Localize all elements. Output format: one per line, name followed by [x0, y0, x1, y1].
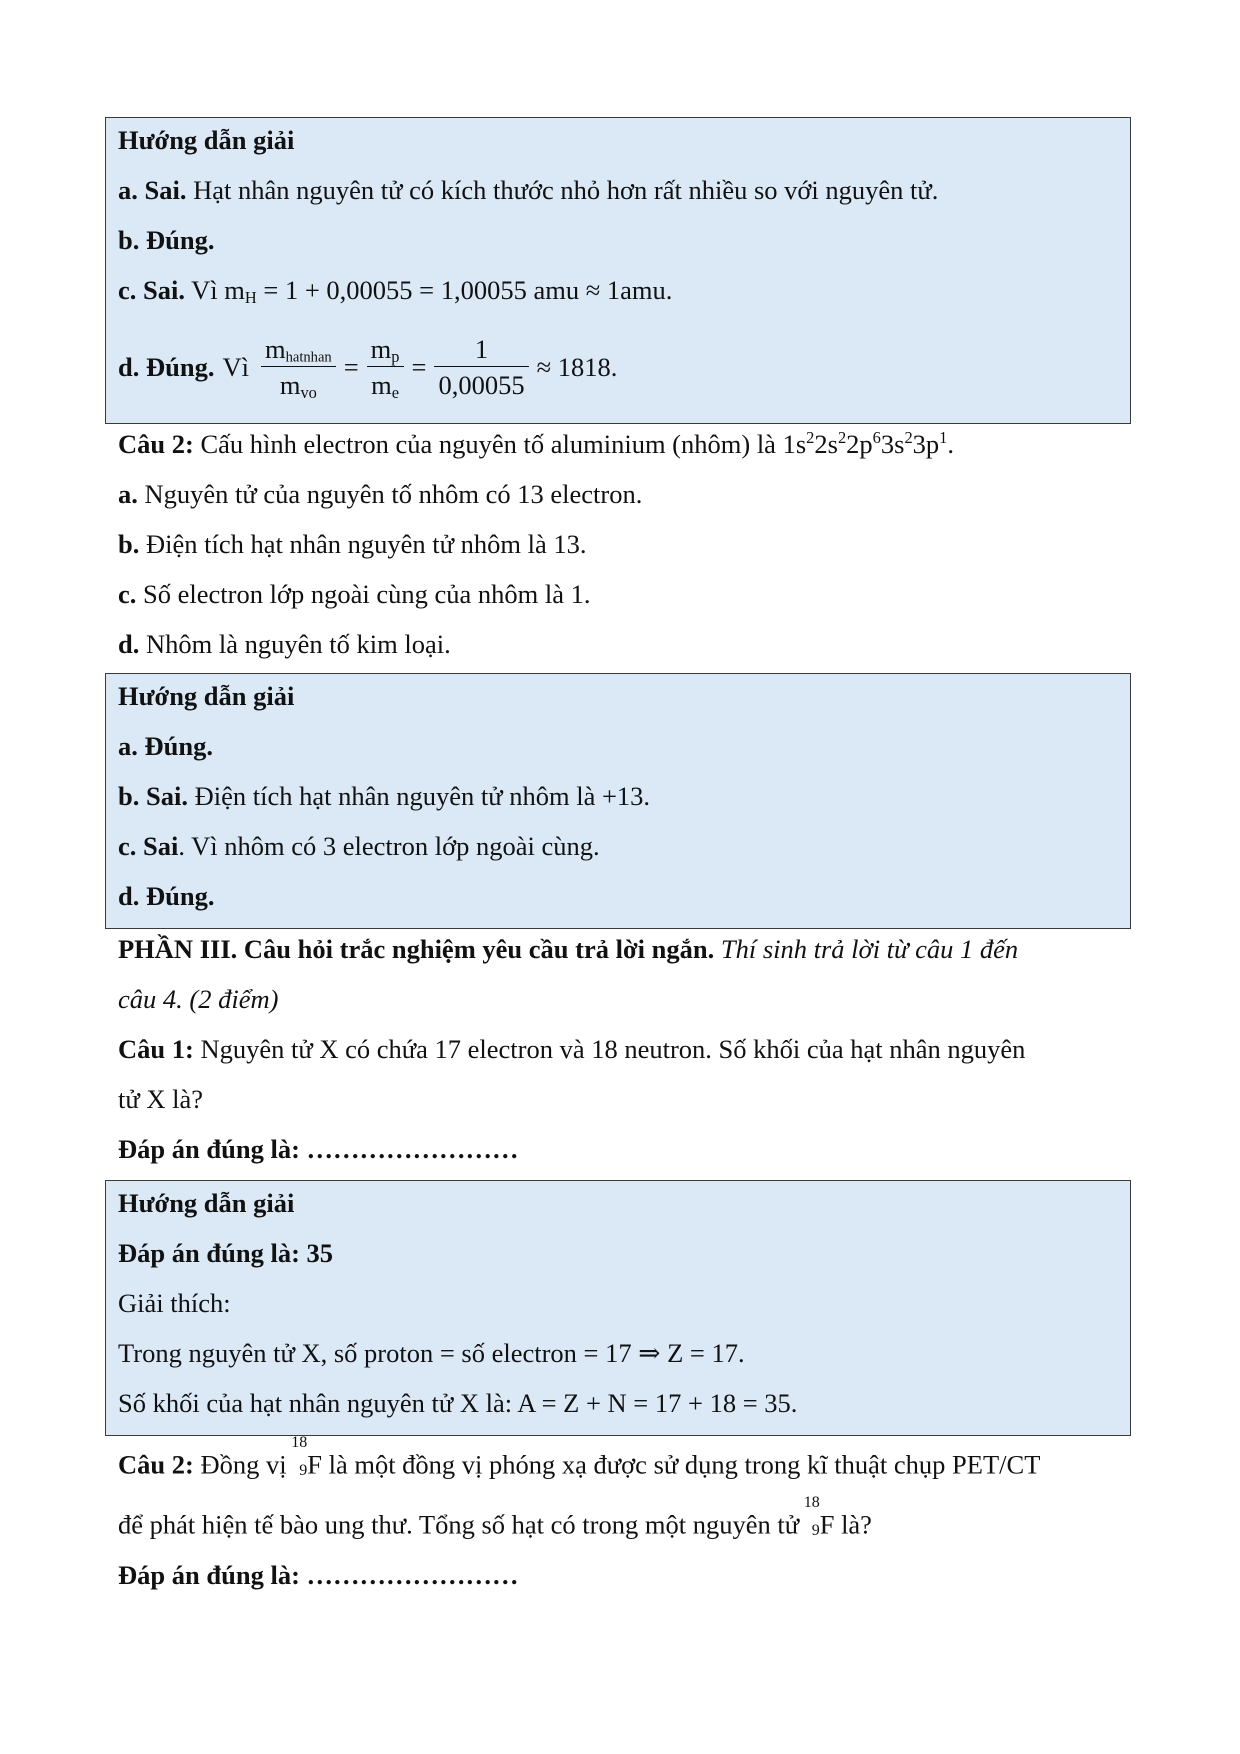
- f1-num-sub: hatnhan: [285, 349, 332, 366]
- q2-option-b: [118, 531, 587, 558]
- q2-a-text: Nguyên tử của nguyên tố nhôm có 13 electron.: [137, 479, 643, 509]
- q2-c-text: Số electron lớp ngoài cùng của nhôm là 1.: [136, 579, 591, 609]
- cfg-sup-3: 6: [872, 428, 881, 448]
- box3-line-1: Trong nguyên tử X, số proton = số electron = 17 ⇒ Z = 17.: [118, 1338, 745, 1368]
- box3-heading: Hướng dẫn giải: [118, 1188, 295, 1218]
- box1-answer-b: b. Đúng.: [118, 225, 215, 255]
- fraction-nucleus-shell: [261, 334, 336, 402]
- box2-c-text: . Vì nhôm có 3 electron lớp ngoài cùng.: [178, 831, 600, 861]
- box2-answer-b: [118, 783, 650, 810]
- box1-c-post: = 1 + 0,00055 = 1,00055 amu ≈ 1amu.: [256, 275, 673, 305]
- p3q2-stem: [118, 1434, 1041, 1480]
- p3q1-text-1: Nguyên tử X có chứa 17 electron và 18 neutron. Số khối của hạt nhân nguyên: [193, 1034, 1026, 1064]
- box3-line-2: Số khối của hạt nhân nguyên tử X là: A = Z + N = 17 + 18 = 35.: [118, 1388, 798, 1418]
- box3-explain: Giải thích:: [118, 1288, 231, 1318]
- f2-num: m: [370, 334, 392, 364]
- cfg-sup-4: 2: [904, 428, 913, 448]
- q2-option-d: [118, 631, 451, 658]
- eq-sign-1: =: [343, 351, 359, 382]
- f2-num-sub: p: [391, 347, 400, 367]
- box1-d-vi: Vì: [222, 351, 249, 382]
- q2-d-label: d.: [118, 629, 140, 659]
- p3q1-label: Câu 1:: [118, 1034, 194, 1064]
- box1-c-pre: Vì m: [185, 275, 245, 305]
- q2-option-c: [118, 581, 591, 608]
- box1-d-label: d. Đúng.: [118, 351, 215, 382]
- p3q2-text-a: Đồng vị: [193, 1449, 294, 1480]
- q2-a-label: a.: [118, 479, 138, 509]
- f2-den-sub: e: [391, 382, 400, 402]
- part3-title: PHẦN III. Câu hỏi trắc nghiệm yêu cầu trả lời ngắn.: [118, 934, 715, 964]
- p3q2-label: Câu 2:: [118, 1449, 194, 1480]
- f1-num: m: [264, 334, 286, 364]
- f2-den: m: [371, 369, 392, 400]
- fraction-proton-electron: [367, 334, 404, 402]
- p3q1-answer-blank: Đáp án đúng là: ……………………: [118, 1134, 519, 1164]
- q2-text: Cấu hình electron của nguyên tố aluminium (nhôm) là 1s: [193, 429, 807, 459]
- box2-b-text: Điện tích hạt nhân nguyên tử nhôm là +13.: [187, 781, 651, 811]
- box2-answer-d: d. Đúng.: [118, 881, 215, 911]
- part3-title-line: [118, 936, 1018, 963]
- p3q1-stem: [118, 1036, 1025, 1063]
- p3q2-text-b: là một đồng vị phóng xạ được sử dụng trong kĩ thuật chụp PET/CT: [321, 1449, 1041, 1480]
- cfg-2p: 2p: [846, 429, 873, 459]
- fraction-one-over: [434, 336, 528, 398]
- part3-note-1: Thí sinh trả lời từ câu 1 đến: [714, 934, 1019, 964]
- box1-c-label: c. Sai.: [118, 275, 185, 305]
- q2-d-text: Nhôm là nguyên tố kim loại.: [139, 629, 451, 659]
- part3-note-2: câu 4. (2 điểm): [118, 984, 279, 1014]
- q2-b-label: b.: [118, 529, 140, 559]
- box1-a-label: a. Sai.: [118, 175, 187, 205]
- isotope-symbol-2: F: [819, 1509, 835, 1540]
- cfg-sup-5: 1: [939, 428, 948, 448]
- box2-heading: Hướng dẫn giải: [118, 681, 295, 711]
- p3q1-text-2: tử X là?: [118, 1084, 203, 1114]
- q2-label: Câu 2:: [118, 429, 194, 459]
- isotope-notation: [291, 1434, 308, 1479]
- box1-c-sub: H: [244, 288, 257, 308]
- box2-c-label: c. Sai: [118, 831, 179, 861]
- f1-den: m: [279, 369, 301, 400]
- p3q2-answer-blank: Đáp án đúng là: ……………………: [118, 1560, 519, 1590]
- cfg-3p: 3p: [912, 429, 940, 459]
- cfg-3s: 3s: [880, 429, 905, 459]
- box2-answer-a: a. Đúng.: [118, 731, 213, 761]
- ratio-result: ≈ 1818.: [536, 351, 618, 382]
- box2-answer-c: [118, 833, 600, 860]
- q2-c-label: c.: [118, 579, 137, 609]
- isotope-mass-2: 18: [803, 1494, 820, 1511]
- cfg-sup-1: 2: [806, 428, 815, 448]
- cfg-period: .: [947, 429, 955, 459]
- cfg-sup-2: 2: [837, 428, 847, 448]
- p3q2-text-2: để phát hiện tế bào ung thư. Tổng số hạt có trong một nguyên tử: [118, 1509, 806, 1540]
- isotope-symbol: F: [307, 1449, 322, 1480]
- box1-a-text: Hạt nhân nguyên tử có kích thước nhỏ hơn rất nhiều so với nguyên tử.: [186, 175, 939, 205]
- isotope-z-2: 9: [811, 1522, 820, 1539]
- isotope-z: 9: [299, 1462, 308, 1479]
- q2-b-text: Điện tích hạt nhân nguyên tử nhôm là 13.: [139, 529, 587, 559]
- box1-heading: Hướng dẫn giải: [118, 125, 295, 155]
- isotope-notation-2: [803, 1494, 820, 1539]
- f3-num: 1: [434, 336, 528, 367]
- q2-stem: [118, 428, 955, 459]
- q2-option-a: [118, 481, 642, 508]
- eq-sign-2: =: [411, 351, 427, 382]
- box3-answer: Đáp án đúng là: 35: [118, 1238, 334, 1268]
- box2-b-label: b. Sai.: [118, 781, 188, 811]
- f3-den: 0,00055: [438, 369, 525, 400]
- f1-den-sub: vo: [300, 382, 317, 402]
- p3q2-text-2-line: [118, 1494, 872, 1540]
- box1-answer-a: [118, 177, 938, 204]
- isotope-mass: 18: [291, 1434, 308, 1451]
- p3q2-text-2-end: là?: [834, 1509, 872, 1540]
- cfg-2s: 2s: [814, 429, 838, 459]
- box1-answer-c: [118, 275, 673, 308]
- box1-answer-d: [118, 327, 617, 407]
